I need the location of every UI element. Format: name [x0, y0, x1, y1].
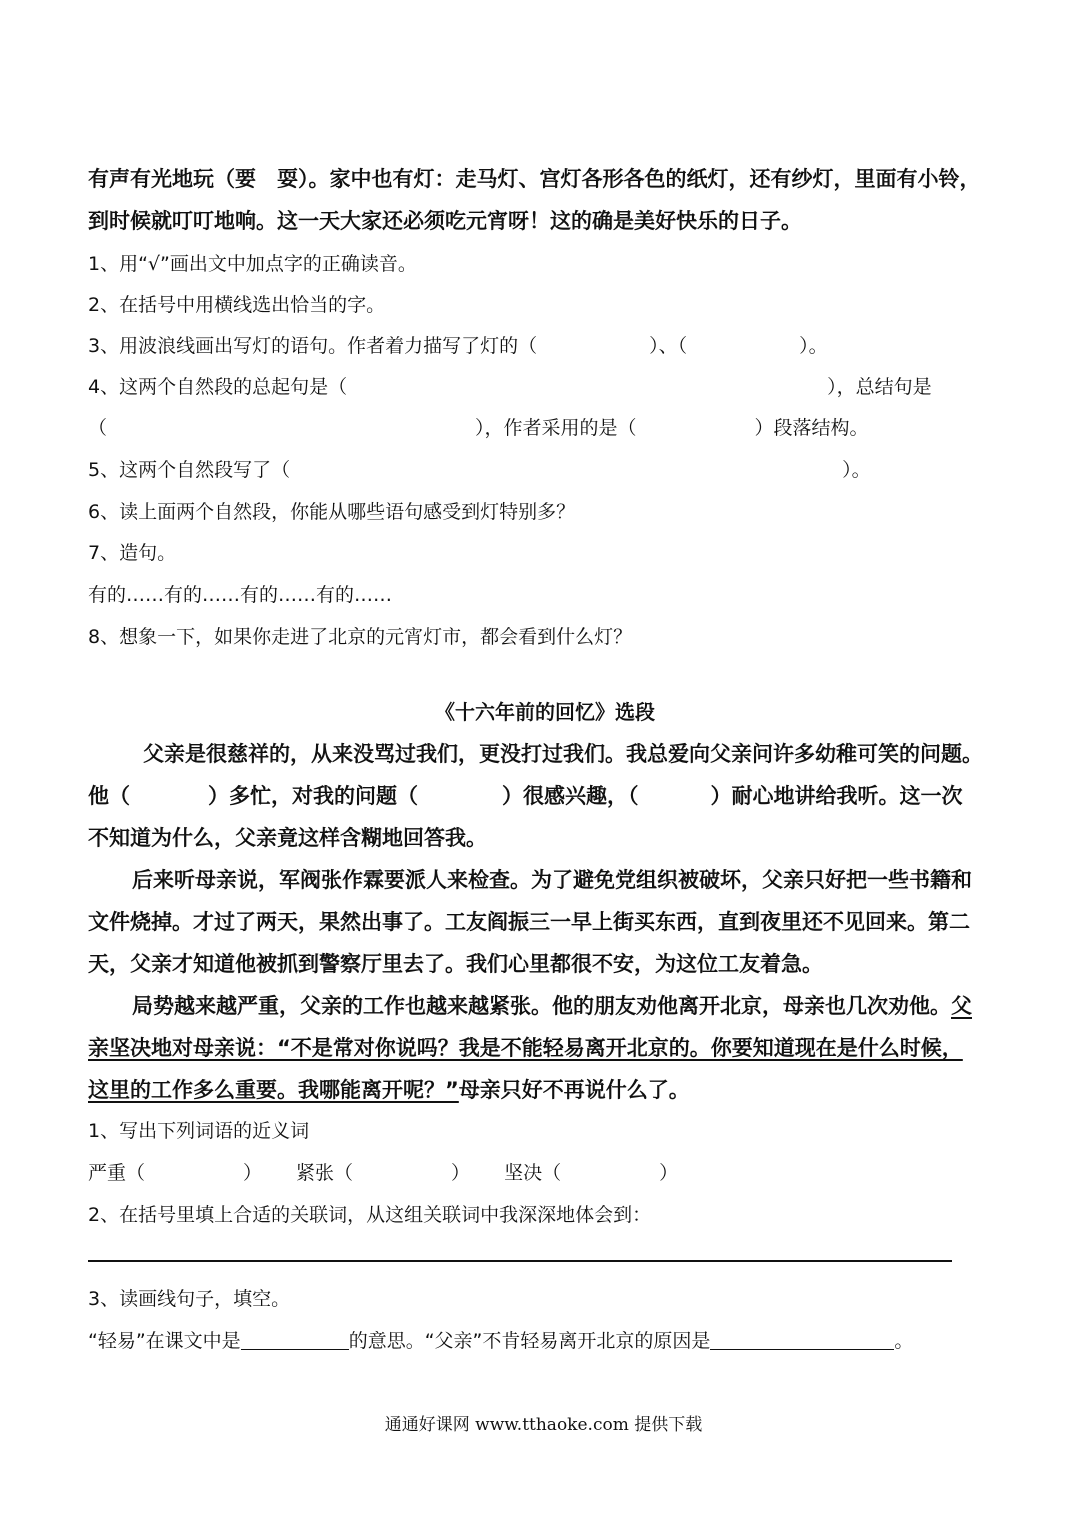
word-close: ） — [451, 1162, 471, 1184]
word-close: ） — [659, 1162, 679, 1184]
word-label: 坚决（ — [504, 1162, 562, 1184]
text-segment: 局势越来越严重，父亲的工作也越来越紧张。他的朋友劝他离开北京，母亲也几次劝他。 — [132, 994, 951, 1018]
answer-blank[interactable] — [710, 1329, 894, 1350]
question-1: 1、用“√”画出文中加点字的正确读音。 — [88, 253, 417, 275]
question-5-end: ）。 — [842, 459, 871, 481]
passage1-line1: 有声有光地玩（要 耍）。家中也有灯：走马灯、宫灯各形各色的纸灯，还有纱灯，里面有小铃， — [88, 167, 981, 191]
underlined-sentence: 这里的工作多么重要。我哪能离开呢？” — [88, 1078, 459, 1102]
passage2-p3-line1 — [132, 990, 972, 1020]
question2-3-fill — [88, 1326, 913, 1353]
underlined-sentence: 父 — [951, 994, 972, 1018]
word-label: 严重（ — [88, 1162, 146, 1184]
question2-2: 2、在括号里填上合适的关联词，从这组关联词中我深深地体会到： — [88, 1204, 652, 1226]
text-segment: ）耐心地讲给我听。这一次 — [710, 784, 963, 808]
underlined-sentence: 亲坚决地对母亲说：“不是常对你说吗？我是不能轻易离开北京的。你要知道现在是什么时候， — [88, 1036, 963, 1060]
question2-1: 1、写出下列词语的近义词 — [88, 1120, 310, 1142]
question-4-mid: ），总结句是 — [827, 376, 932, 398]
word-label: 紧张（ — [296, 1162, 354, 1184]
footer-credit: 通通好课网 www.tthaoke.com 提供下载 — [384, 1415, 703, 1435]
passage2-title: 《十六年前的回忆》选段 — [435, 700, 655, 724]
answer-line[interactable] — [88, 1260, 952, 1262]
question-5-text: 5、这两个自然段写了（ — [88, 459, 291, 481]
text-segment: 他（ — [88, 784, 130, 808]
passage2-p1-line3: 不知道为什么，父亲竟这样含糊地回答我。 — [88, 826, 487, 850]
question-3-sep: ）、（ — [649, 335, 688, 357]
question-4-text2: ），作者采用的是（ — [475, 417, 637, 439]
text-segment: 的意思。“父亲”不肯轻易离开北京的原因是 — [348, 1330, 711, 1352]
question-3-end: ）。 — [799, 335, 828, 357]
passage2-p1-line1: 父亲是很慈祥的，从来没骂过我们，更没打过我们。我总爱向父亲问许多幼稚可笑的问题。 — [143, 742, 983, 766]
text-segment: 。 — [894, 1330, 914, 1352]
word-close: ） — [243, 1162, 263, 1184]
question-4-cont — [88, 413, 869, 440]
question-5 — [88, 455, 871, 482]
passage1-line2: 到时候就叮叮地响。这一天大家还必须吃元宵呀！这的确是美好快乐的日子。 — [88, 209, 802, 233]
text-segment: ）很感兴趣，（ — [502, 784, 639, 808]
passage2-p2-line2: 文件烧掉。才过了两天，果然出事了。工友阎振三一早上街买东西，直到夜里还不见回来。第二 — [88, 910, 970, 934]
passage2-p3-line3 — [88, 1074, 690, 1104]
question-7: 7、造句。 — [88, 542, 177, 564]
question-4-text: 4、这两个自然段的总起句是（ — [88, 376, 348, 398]
passage2-p2-line1: 后来听母亲说，军阀张作霖要派人来检查。为了避免党组织被破坏，父亲只好把一些书籍和 — [132, 868, 972, 892]
question-3-text: 3、用波浪线画出写灯的语句。作者着力描写了灯的（ — [88, 335, 538, 357]
question-8: 8、想象一下，如果你走进了北京的元宵灯市，都会看到什么灯？ — [88, 626, 633, 648]
question-7-pattern: 有的……有的……有的……有的…… — [88, 584, 393, 606]
question-3 — [88, 331, 828, 358]
question-2: 2、在括号中用横线选出恰当的字。 — [88, 294, 386, 316]
passage2-p2-line3: 天，父亲才知道他被抓到警察厅里去了。我们心里都很不安，为这位工友着急。 — [88, 952, 823, 976]
question-4 — [88, 372, 932, 399]
question2-3: 3、读画线句子，填空。 — [88, 1288, 291, 1310]
text-segment: ）多忙，对我的问题（ — [208, 784, 418, 808]
synonym-row — [88, 1158, 678, 1185]
answer-blank[interactable] — [241, 1329, 349, 1350]
text-segment: 母亲只好不再说什么了。 — [458, 1078, 690, 1102]
question-4-end: ）段落结构。 — [754, 417, 869, 439]
question-4-open: （ — [88, 417, 108, 439]
question-6: 6、读上面两个自然段，你能从哪些语句感受到灯特别多？ — [88, 501, 576, 523]
passage2-p1-line2 — [88, 780, 963, 810]
text-segment: “轻易”在课文中是 — [88, 1330, 241, 1352]
